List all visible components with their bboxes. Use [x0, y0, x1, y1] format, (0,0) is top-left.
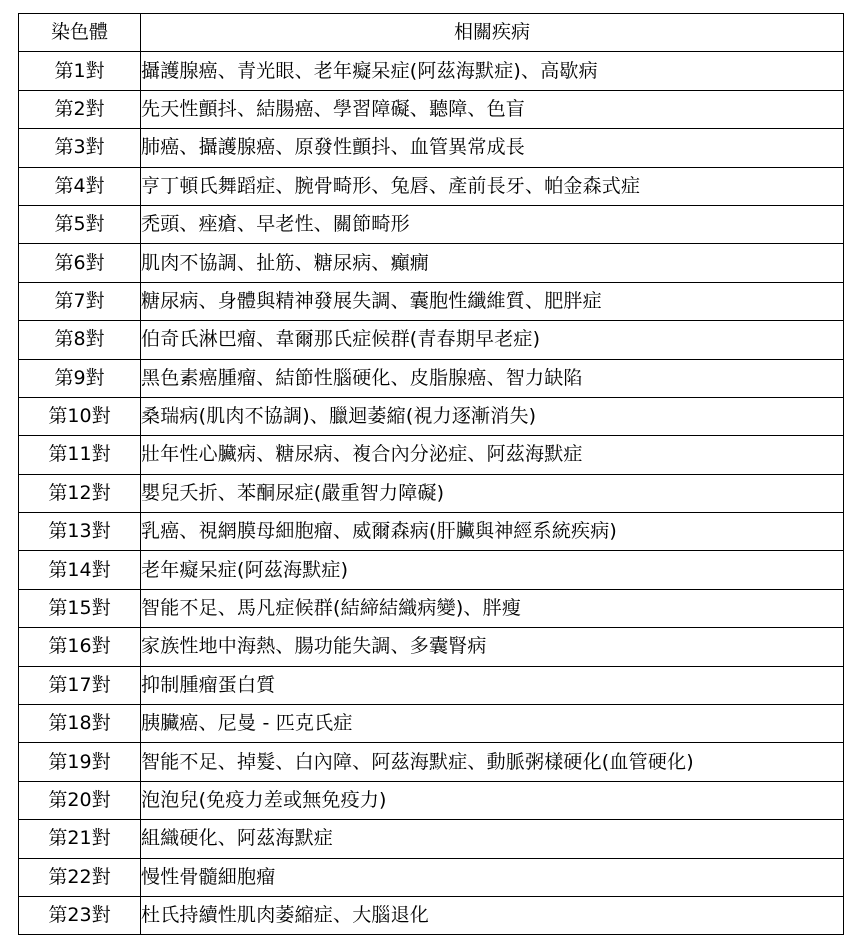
table-row: [19, 129, 844, 167]
table-row: [19, 359, 844, 397]
table-row: [19, 628, 844, 666]
chromosome-pair-cell: 第16對: [19, 628, 141, 666]
chromosome-pair-cell: 第4對: [19, 167, 141, 205]
related-diseases-cell: 胰臟癌、尼曼 - 匹克氏症: [141, 705, 844, 743]
chromosome-pair-cell: 第7對: [19, 282, 141, 320]
table-row: [19, 282, 844, 320]
chromosome-pair-cell: 第8對: [19, 321, 141, 359]
chromosome-pair-cell: 第19對: [19, 743, 141, 781]
chromosome-pair-cell: 第5對: [19, 205, 141, 243]
related-diseases-cell: 糖尿病、身體與精神發展失調、囊胞性纖維質、肥胖症: [141, 282, 844, 320]
related-diseases-cell: 組織硬化、阿茲海默症: [141, 820, 844, 858]
related-diseases-cell: 抑制腫瘤蛋白質: [141, 666, 844, 704]
table-body: [19, 52, 844, 935]
chromosome-pair-cell: 第10對: [19, 397, 141, 435]
related-diseases-cell: 智能不足、掉髮、白內障、阿茲海默症、動脈粥樣硬化(血管硬化): [141, 743, 844, 781]
related-diseases-cell: 桑瑞病(肌肉不協調)、臘迴萎縮(視力逐漸消失): [141, 397, 844, 435]
related-diseases-cell: 杜氏持續性肌肉萎縮症、大腦退化: [141, 896, 844, 934]
chromosome-pair-cell: 第17對: [19, 666, 141, 704]
related-diseases-cell: 嬰兒夭折、苯酮尿症(嚴重智力障礙): [141, 474, 844, 512]
related-diseases-cell: 肌肉不協調、扯筋、糖尿病、癲癇: [141, 244, 844, 282]
chromosome-pair-cell: 第18對: [19, 705, 141, 743]
chromosome-pair-cell: 第12對: [19, 474, 141, 512]
related-diseases-cell: 智能不足、馬凡症候群(結締結織病變)、胖瘦: [141, 589, 844, 627]
chromosome-pair-cell: 第1對: [19, 52, 141, 90]
related-diseases-cell: 攝護腺癌、青光眼、老年癡呆症(阿茲海默症)、高歇病: [141, 52, 844, 90]
chromosome-pair-cell: 第21對: [19, 820, 141, 858]
related-diseases-cell: 壯年性心臟病、糖尿病、複合內分泌症、阿茲海默症: [141, 436, 844, 474]
chromosome-pair-cell: 第22對: [19, 858, 141, 896]
related-diseases-cell: 肺癌、攝護腺癌、原發性顫抖、血管異常成長: [141, 129, 844, 167]
related-diseases-cell: 泡泡兒(免疫力差或無免疫力): [141, 781, 844, 819]
chromosome-pair-cell: 第23對: [19, 896, 141, 934]
chromosome-pair-cell: 第11對: [19, 436, 141, 474]
related-diseases-cell: 家族性地中海熱、腸功能失調、多囊腎病: [141, 628, 844, 666]
table-row: [19, 205, 844, 243]
table-row: [19, 474, 844, 512]
table-row: [19, 513, 844, 551]
chromosome-pair-cell: 第20對: [19, 781, 141, 819]
table-row: [19, 90, 844, 128]
table-row: [19, 551, 844, 589]
table-row: [19, 820, 844, 858]
table-row: [19, 666, 844, 704]
chromosome-pair-cell: 第15對: [19, 589, 141, 627]
table-row: [19, 167, 844, 205]
chromosome-pair-cell: 第6對: [19, 244, 141, 282]
table-row: [19, 858, 844, 896]
chromosome-pair-cell: 第13對: [19, 513, 141, 551]
table-row: [19, 52, 844, 90]
related-diseases-cell: 乳癌、視網膜母細胞瘤、威爾森病(肝臟與神經系統疾病): [141, 513, 844, 551]
related-diseases-cell: 老年癡呆症(阿茲海默症): [141, 551, 844, 589]
table-row: [19, 244, 844, 282]
table-row: [19, 896, 844, 934]
column-header-chromosome: 染色體: [19, 14, 141, 52]
related-diseases-cell: 禿頭、痤瘡、早老性、關節畸形: [141, 205, 844, 243]
column-header-diseases: 相關疾病: [141, 14, 844, 52]
related-diseases-cell: 慢性骨髓細胞瘤: [141, 858, 844, 896]
table-row: [19, 436, 844, 474]
chromosome-disease-table: [18, 13, 844, 935]
chromosome-pair-cell: 第14對: [19, 551, 141, 589]
table-row: [19, 321, 844, 359]
table-row: [19, 397, 844, 435]
table-row: [19, 589, 844, 627]
related-diseases-cell: 黑色素癌腫瘤、結節性腦硬化、皮脂腺癌、智力缺陷: [141, 359, 844, 397]
related-diseases-cell: 亨丁頓氏舞蹈症、腕骨畸形、兔唇、產前長牙、帕金森式症: [141, 167, 844, 205]
related-diseases-cell: 先天性顫抖、結腸癌、學習障礙、聽障、色盲: [141, 90, 844, 128]
chromosome-pair-cell: 第9對: [19, 359, 141, 397]
chromosome-pair-cell: 第2對: [19, 90, 141, 128]
related-diseases-cell: 伯奇氏淋巴瘤、韋爾那氏症候群(青春期早老症): [141, 321, 844, 359]
table-header-row: [19, 14, 844, 52]
table-row: [19, 781, 844, 819]
chromosome-pair-cell: 第3對: [19, 129, 141, 167]
table-row: [19, 743, 844, 781]
table-row: [19, 705, 844, 743]
